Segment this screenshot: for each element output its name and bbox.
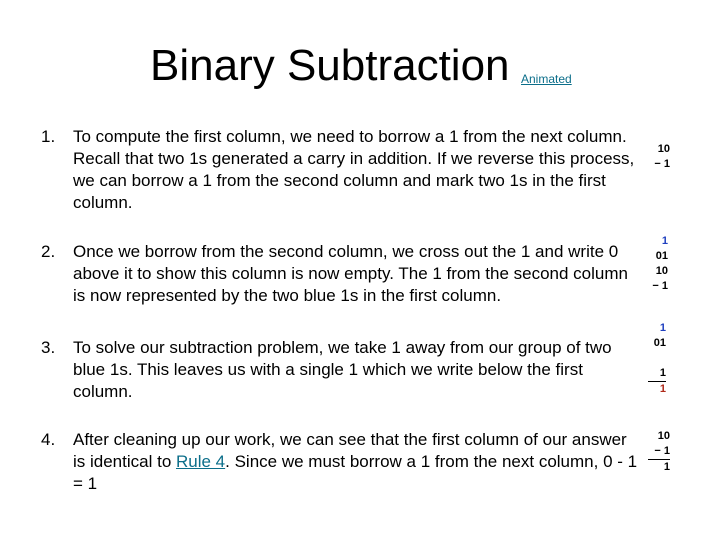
- subtrahend: 1: [648, 366, 666, 382]
- step-3: [41, 337, 641, 403]
- step-text-after: . Since we must borrow a 1 from the next column, 0 - 1 = 1: [73, 452, 638, 493]
- step-text: To compute the first column, we need to borrow a 1 from the next column. Recall that two 1s generated a carry in addition. If we reverse this process, we can borrow a 1 from the second column and mark two 1s in the first column.: [73, 127, 635, 212]
- minuend: 10: [657, 430, 670, 442]
- step-4: [41, 429, 641, 495]
- subtrahend: − 1: [652, 280, 668, 292]
- step-number: 3.: [41, 338, 56, 357]
- subtrahend: − 1: [648, 444, 670, 460]
- step-number: 2.: [41, 242, 56, 261]
- minuend: 10: [657, 143, 670, 155]
- step-text: Once we borrow from the second column, we cross out the 1 and write 0 above it to show this column is now empty. The 1 from the second column is now represented by the two blue 1s in the first column.: [73, 242, 628, 305]
- borrow-marks: 01: [655, 250, 668, 262]
- borrowed-digit: 1: [661, 235, 668, 247]
- minuend: 10: [655, 265, 668, 277]
- step-text: To solve our subtraction problem, we take 1 away from our group of two blue 1s. This leaves us with a single 1 which we write below the first column.: [73, 338, 612, 401]
- subtraction-diagram-2: [648, 234, 668, 294]
- subtraction-diagram-4: [648, 429, 670, 475]
- result-digit: 1: [659, 383, 666, 395]
- subtraction-diagram-1: [648, 142, 670, 172]
- rule-4-link[interactable]: Rule 4: [176, 452, 226, 471]
- step-number: 4.: [41, 430, 56, 449]
- borrowed-digit: 1: [659, 322, 666, 334]
- subtrahend: − 1: [654, 158, 670, 170]
- borrow-marks: 01: [653, 337, 666, 349]
- step-1: [41, 126, 641, 214]
- step-number: 1.: [41, 127, 56, 146]
- step-text-before: After cleaning up our work, we can see that the first column of our answer is identical to: [73, 430, 627, 471]
- animated-link[interactable]: Animated: [521, 72, 572, 86]
- step-text: [73, 429, 641, 495]
- step-2: [41, 241, 641, 307]
- result-digit: 1: [663, 461, 670, 473]
- subtraction-diagram-3: [648, 321, 666, 397]
- slide-title: Binary Subtraction: [150, 41, 510, 90]
